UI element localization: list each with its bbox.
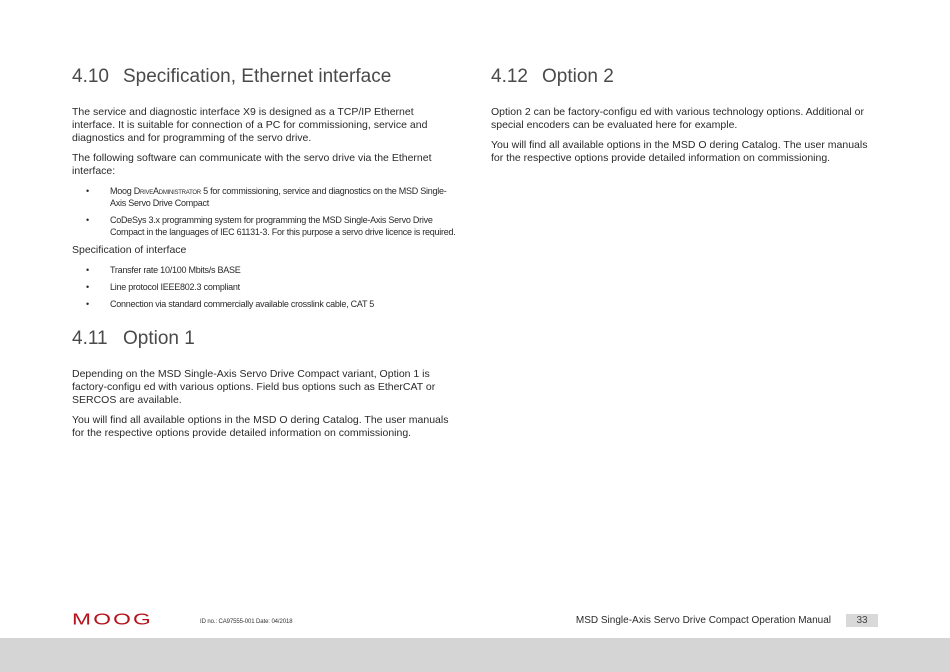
page-number: 33 (846, 614, 878, 627)
section-title: Option 2 (542, 66, 614, 87)
list-item (72, 264, 456, 276)
document-id: ID no.: CA97555-001 Date: 04/2018 (200, 619, 293, 625)
manual-title: MSD Single-Axis Servo Drive Compact Operation Manual (575, 615, 831, 626)
list-item (72, 281, 456, 293)
bullet-icon: • (86, 186, 89, 197)
list-item-text: Line protocol IEEE802.3 compliant (110, 281, 240, 292)
list-item-text: CoDeSys 3.x programming system for programming the MSD Single-Axis Servo Drive Compact in the languages of IEC 61131-3. For this purpose a servo drive licence is required. (110, 215, 456, 238)
bottom-band (0, 638, 950, 672)
section-heading-4-12 (491, 64, 881, 90)
section-number: 4.12 (491, 66, 528, 87)
list-item-text: Transfer rate 10/100 Mbits/s BASE (110, 264, 241, 275)
section-title: Specification, Ethernet interface (123, 66, 392, 87)
section-number: 4.11 (72, 327, 108, 349)
left-column (72, 64, 456, 447)
section-title: Option 1 (123, 327, 195, 349)
software-list (72, 185, 456, 238)
list-item (72, 214, 456, 238)
section-heading-4-11 (72, 326, 456, 352)
list-item (72, 185, 456, 209)
list-item-text: 5 for commissioning, service and diagnostics on the MSD Single-Axis Servo Drive Compact (110, 186, 447, 209)
svg-text:MOOG: MOOG (72, 612, 153, 626)
section-heading-4-10 (72, 64, 456, 90)
list-item-text: Connection via standard commercially available crosslink cable, CAT 5 (110, 298, 375, 309)
bullet-icon: • (86, 215, 89, 226)
product-name: DriveAdministrator (133, 186, 201, 197)
bullet-icon: • (86, 298, 89, 309)
list-item-text: Moog (110, 186, 134, 197)
paragraph: You will find all available options in the MSD O dering Catalog. The user manuals for the respective options provide detailed information on commissioning. (491, 138, 868, 165)
bullet-icon: • (86, 281, 89, 292)
paragraph: The following software can communicate with the servo drive via the Ethernet interface: (72, 152, 432, 178)
paragraph: Option 2 can be factory-configu ed with various technology options. Additional or special encoders can be evaluated here for example. (491, 106, 864, 132)
paragraph: Specification of interface (72, 244, 187, 257)
paragraph: You will find all available options in the MSD O dering Catalog. The user manuals for the respective options provide detailed information on commissioning. (72, 413, 449, 440)
spec-list (72, 264, 456, 310)
paragraph: Depending on the MSD Single-Axis Servo Drive Compact variant, Option 1 is factory-configu ed with various options. Field bus options such as EtherCAT or SERCOS are available. (72, 367, 436, 407)
paragraph: The service and diagnostic interface X9 is designed as a TCP/IP Ethernet interface. It is suitable for connection of a PC for commissioning, service and diagnostics and for programming of the servo drive. (72, 106, 428, 145)
right-column (491, 64, 881, 172)
section-number: 4.10 (72, 66, 109, 87)
list-item (72, 298, 456, 310)
bullet-icon: • (86, 264, 89, 275)
moog-logo (72, 612, 154, 626)
